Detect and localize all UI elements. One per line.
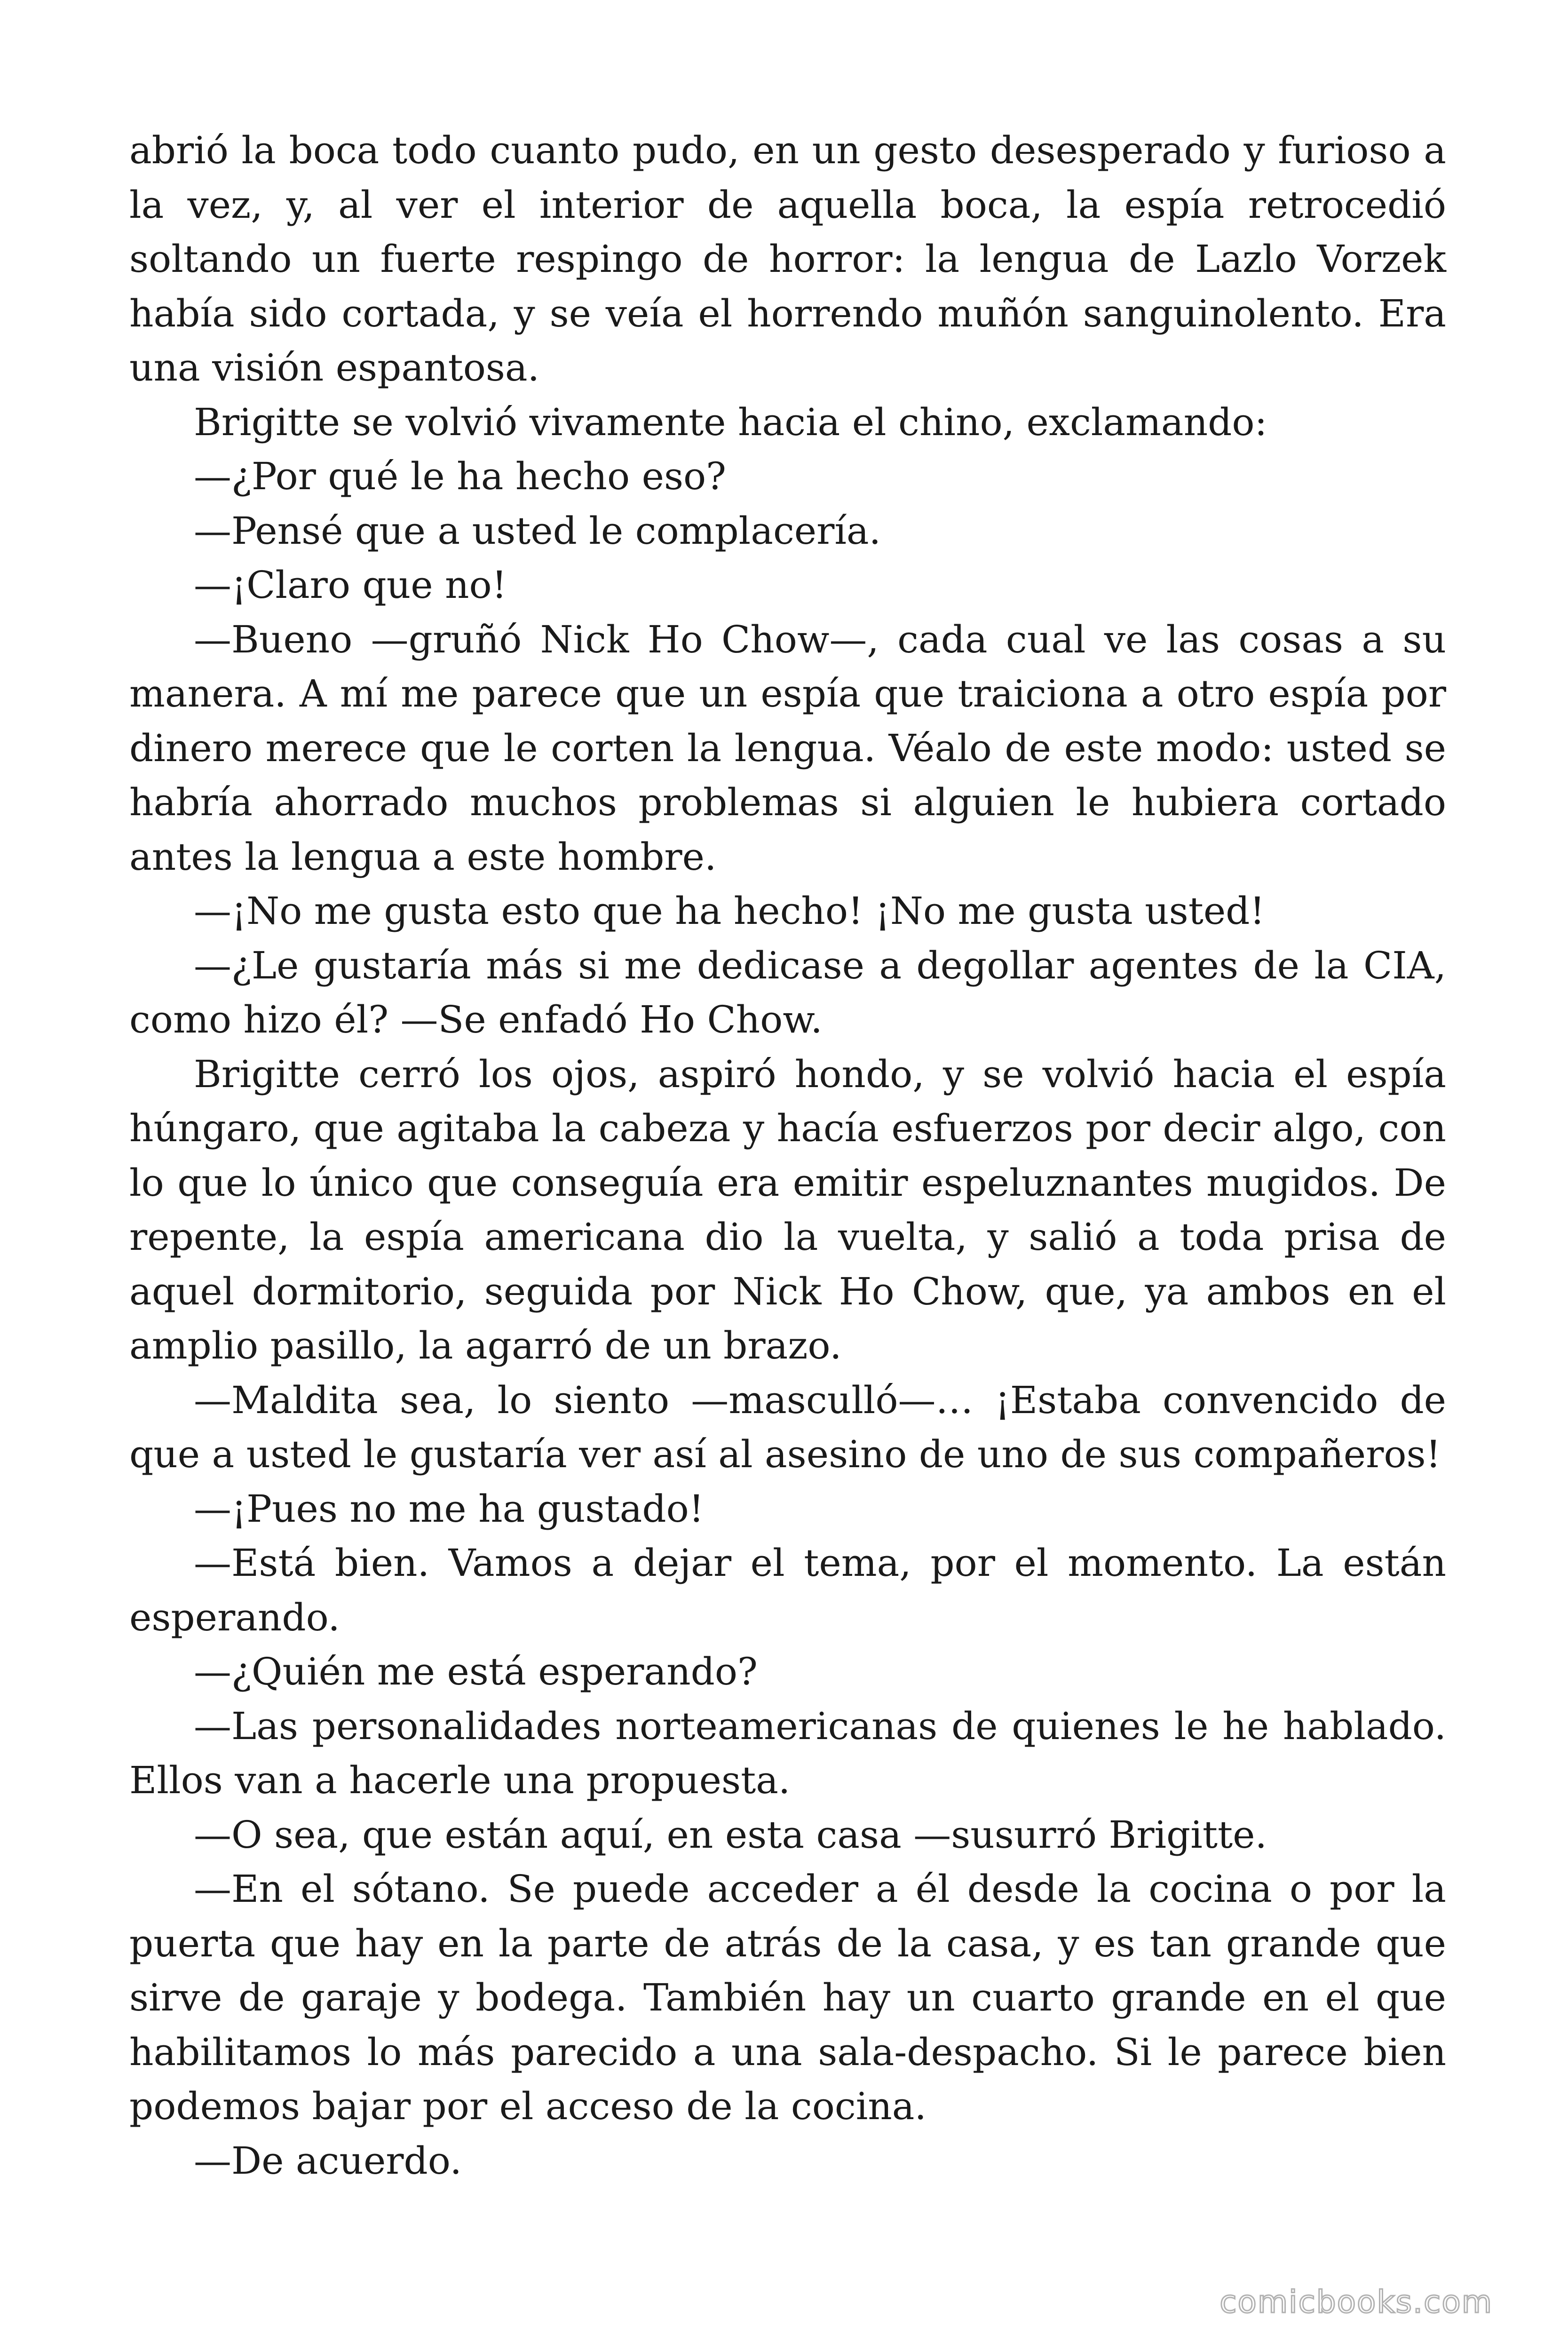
dialogue-line: —¡No me gusta esto que ha hecho! ¡No me gusta usted!: [194, 889, 1265, 933]
paragraph: Brigitte cerró los ojos, aspiró hondo, y se volvió hacia el espía húngaro, que agitaba la cabeza y hacía esfuerzos por decir algo, con lo que lo único que conseguía era emitir espeluznantes mugidos. De repente, la espía americana dio la vuelta, y salió a toda prisa de aquel dormitorio, seguida por Nick Ho Chow, que, ya ambos en el amplio pasillo, la agarró de un brazo.: [129, 1052, 1446, 1367]
dialogue-line: —Pensé que a usted le complacería.: [194, 509, 881, 553]
dialogue-line: —Bueno —gruñó Nick Ho Chow—, cada cual ve las cosas a su manera. A mí me parece que un espía que traiciona a otro espía por dinero merece que le corten la lengua. Véalo de este modo: usted se habría ahorrado muchos problemas si alguien le hubiera cortado antes la lengua a este hombre.: [129, 617, 1446, 879]
dialogue-line: —De acuerdo.: [194, 2138, 462, 2183]
dialogue-line: —¡Pues no me ha gustado!: [194, 1486, 704, 1531]
dialogue-line: —¿Por qué le ha hecho eso?: [194, 454, 727, 498]
dialogue-line: —¿Le gustaría más si me dedicase a degollar agentes de la CIA, como hizo él? —Se enfadó Ho Chow.: [129, 943, 1446, 1041]
watermark: comicbooks.com: [1220, 2284, 1493, 2320]
page-body-text: [129, 123, 1446, 2188]
dialogue-line: —En el sótano. Se puede acceder a él desde la cocina o por la puerta que hay en la parte de atrás de la casa, y es tan grande que sirve de garaje y bodega. También hay un cuarto grande en el que habilitamos lo más parecido a una sala-despacho. Si le parece bien podemos bajar por el acceso de la cocina.: [129, 1867, 1446, 2128]
dialogue-line: —Maldita sea, lo siento —masculló—… ¡Estaba convencido de que a usted le gustaría ver así al asesino de uno de sus compañeros!: [129, 1378, 1446, 1476]
dialogue-line: —O sea, que están aquí, en esta casa —susurró Brigitte.: [194, 1812, 1267, 1857]
dialogue-line: —Las personalidades norteamericanas de quienes le he hablado. Ellos van a hacerle una propuesta.: [129, 1704, 1446, 1802]
paragraph: abrió la boca todo cuanto pudo, en un gesto desesperado y furioso a la vez, y, al ver el interior de aquella boca, la espía retrocedió soltando un fuerte respingo de horror: la lengua de Lazlo Vorzek había sido cortada, y se veía el horrendo muñón sanguinolento. Era una visión espantosa.: [129, 128, 1446, 389]
dialogue-line: —Está bien. Vamos a dejar el tema, por el momento. La están esperando.: [129, 1541, 1446, 1639]
dialogue-line: —¡Claro que no!: [194, 563, 507, 607]
paragraph: Brigitte se volvió vivamente hacia el chino, exclamando:: [194, 400, 1267, 444]
dialogue-line: —¿Quién me está esperando?: [194, 1650, 758, 1693]
